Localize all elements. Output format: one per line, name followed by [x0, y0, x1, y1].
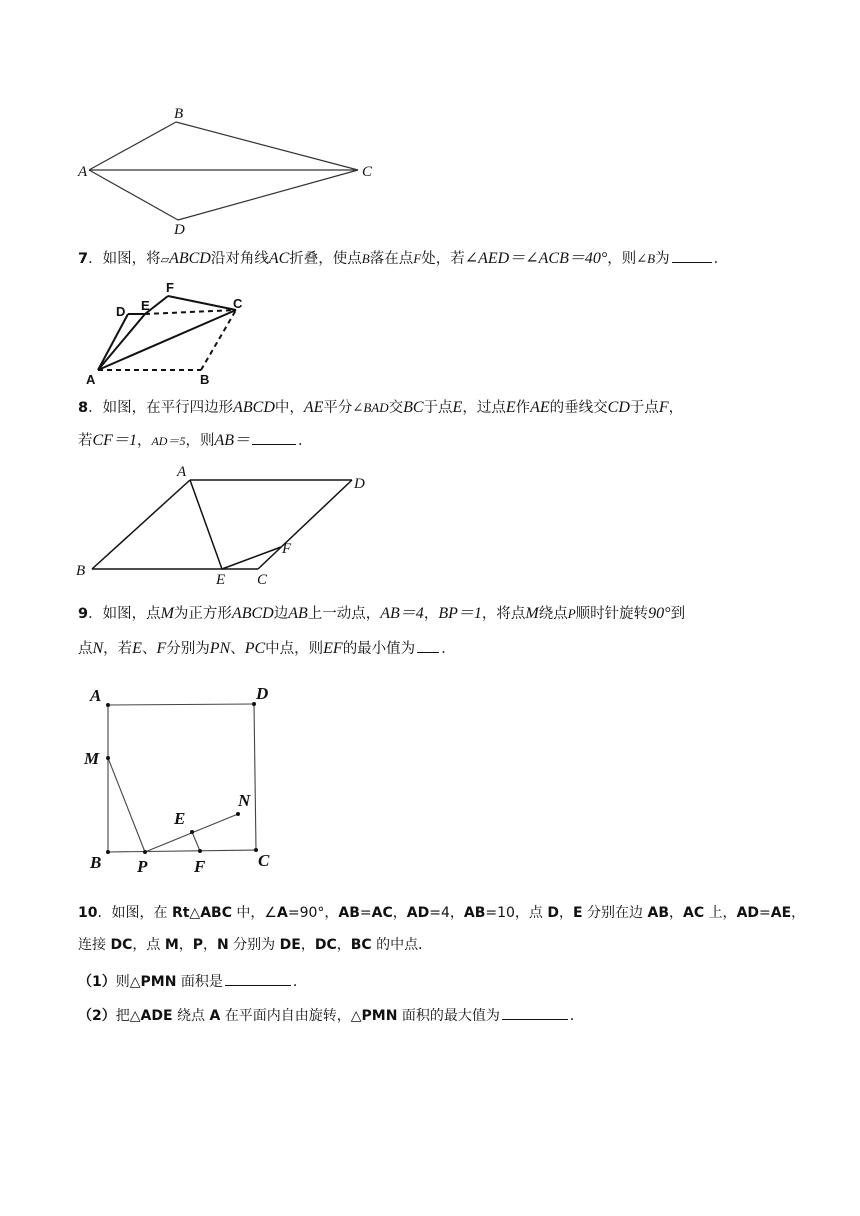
q7-math: ∠B [636, 251, 656, 266]
q8-text: 中， [274, 400, 304, 416]
fold-diagram [78, 280, 278, 390]
q10-text: 分别为 [228, 937, 280, 953]
q9-text: 绕点 [538, 606, 568, 622]
q9-text: 的最小值为 [342, 641, 416, 657]
q9-math: 90° [648, 605, 671, 622]
q8-text: 若 [78, 433, 93, 449]
label-b: B [90, 853, 102, 872]
label-f: F [282, 541, 292, 557]
q10-math: Rt [171, 905, 190, 921]
question-9 [78, 604, 798, 624]
answer-blank [225, 971, 291, 986]
q10-text: 绕点 [172, 1008, 210, 1024]
q10-text: ， [559, 905, 573, 921]
q8-math: AD＝5 [151, 434, 186, 448]
q9-text: 上一动点， [307, 606, 381, 622]
figure-kite-abcd [78, 100, 398, 240]
parallelogram-diagram [72, 460, 382, 590]
q10-text: △ [189, 905, 201, 921]
q10-math: DE [279, 937, 301, 953]
q7-text: ．如图，将 [88, 251, 161, 267]
q8-math: ∠BAD [352, 400, 389, 415]
q10-text: = [359, 905, 372, 921]
q8-text: ，过点 [462, 400, 506, 416]
q9-math: PN [209, 640, 231, 657]
q9-text: 、 [141, 641, 157, 657]
q8-math: E [505, 399, 516, 416]
q10-text: ， [392, 905, 407, 921]
q8-text: ， [668, 400, 684, 416]
q8-text: ． [298, 433, 313, 449]
q8-text: ， [136, 433, 152, 449]
q10-math: AD [406, 905, 430, 921]
label-a: A [86, 372, 96, 387]
question-number: 9 [78, 606, 89, 622]
q10-sub-number: （2） [78, 1008, 116, 1024]
question-8 [78, 398, 798, 418]
label-a: A [177, 464, 187, 480]
q10-math: E [573, 905, 583, 921]
question-number: 8 [78, 400, 89, 416]
label-d: D [174, 222, 185, 238]
q8-text: 于点 [629, 400, 659, 416]
q10-text: 上， [704, 905, 737, 921]
q10-math: AC [683, 905, 705, 921]
q10-text: = [759, 905, 771, 921]
q9-math: AB＝4 [380, 605, 424, 622]
q10-text: 中，∠ [231, 905, 277, 921]
q8-text: ．如图，在平行四边形 [88, 400, 234, 416]
q10-text: ， [178, 937, 193, 953]
q10-text: ，点 [132, 937, 165, 953]
square-diagram [80, 680, 290, 880]
q10-text: =90°， [287, 905, 339, 921]
q8-math: CF＝1 [92, 432, 137, 449]
q7-text: 为 [655, 251, 670, 267]
q9-math: M [160, 605, 174, 622]
label-b: B [174, 106, 184, 122]
q8-math: CD [607, 399, 630, 416]
q10-math: AD [736, 905, 760, 921]
label-e: E [174, 809, 186, 828]
q10-math: PMN [140, 974, 177, 990]
q7-text: 落在点 [369, 251, 414, 267]
q9-math: ABCD [231, 605, 274, 622]
q10-math: M [164, 937, 179, 953]
q10-text: 面积是 [176, 974, 223, 990]
q9-text: 到 [670, 606, 686, 622]
q10-math: A [277, 905, 288, 921]
q9-math: E [132, 640, 142, 657]
q10-text: 分别在边 [582, 905, 648, 921]
question-number: 10 [78, 905, 98, 921]
q7-text: ，则 [607, 251, 637, 267]
q9-text: 分别为 [166, 641, 210, 657]
q8-math: E [452, 399, 463, 416]
q9-text: 边 [273, 606, 289, 622]
q9-text: 顺时针旋转 [575, 606, 649, 622]
q7-text: 处，若 [421, 251, 465, 267]
q7-text: 折叠，使点 [289, 251, 362, 267]
q7-text: 沿对角线 [210, 251, 269, 267]
q9-text: ，将点 [481, 606, 526, 622]
q8-text: 于点 [423, 400, 453, 416]
q10-math: AB [463, 905, 486, 921]
question-number: 7 [78, 251, 89, 267]
label-d: D [354, 476, 365, 492]
q7-math: AC [268, 250, 290, 267]
q8-text: 交 [388, 400, 404, 416]
q8-text: 平分 [323, 400, 353, 416]
q9-text: ．如图，点 [88, 606, 161, 622]
q10-text: =4， [429, 905, 464, 921]
q8-math: AE [530, 399, 550, 416]
label-c: C [233, 296, 243, 311]
q10-math: PMN [361, 1008, 398, 1024]
label-d: D [256, 684, 269, 703]
q10-text: ， [300, 937, 315, 953]
q8-text: 的垂线交 [549, 400, 608, 416]
q10-text: ， [336, 937, 351, 953]
q9-text: 点 [78, 641, 93, 657]
q9-text: 中点，则 [265, 641, 324, 657]
label-f: F [166, 280, 174, 295]
q7-math: B [361, 251, 370, 266]
q8-math: BC [403, 399, 424, 416]
label-e: E [141, 298, 150, 313]
figure-q9-square [80, 680, 290, 880]
q10-math: ABC [200, 905, 232, 921]
q10-math: ADE [140, 1008, 173, 1024]
label-c: C [257, 572, 268, 588]
q9-text: ． [441, 641, 456, 657]
question-10-part-2 [78, 1005, 798, 1026]
q10-math: AB [338, 905, 360, 921]
q10-math: BC [350, 937, 372, 953]
q9-math: N [92, 640, 104, 657]
q10-math: AE [770, 905, 792, 921]
kite-diagram [78, 100, 398, 240]
question-10-part-1 [78, 971, 798, 992]
q7-math: ABCD [169, 250, 211, 267]
question-10 [78, 903, 806, 923]
q10-text: ， [669, 905, 683, 921]
q8-math: ABCD [233, 399, 275, 416]
label-n: N [238, 791, 251, 810]
q9-math: PC [244, 640, 266, 657]
q9-math: M [525, 605, 539, 622]
q10-text: ． [569, 1008, 584, 1024]
q10-math: DC [314, 937, 337, 953]
q7-text: ． [713, 251, 729, 267]
q9-math: EF [323, 640, 343, 657]
label-e: E [216, 572, 226, 588]
question-7 [78, 248, 798, 270]
q7-math: ∠AED＝∠ACB＝40° [464, 250, 608, 267]
label-m: M [84, 749, 100, 768]
q10-text: =10，点 [485, 905, 548, 921]
q10-math: D [547, 905, 559, 921]
q8-math: F [658, 399, 669, 416]
q10-math: DC [110, 937, 133, 953]
answer-blank [672, 248, 712, 263]
q10-math: AB [647, 905, 669, 921]
q8-math: AE [303, 399, 324, 416]
q9-math: AB [288, 605, 308, 622]
q9-text: ， [423, 606, 439, 622]
q10-text: ， [203, 937, 218, 953]
q10-text: 的中点． [371, 937, 433, 953]
q9-text: 、 [230, 641, 245, 657]
q10-text: ．如图，在 [97, 905, 172, 921]
figure-q7-fold [78, 280, 278, 390]
label-c: C [258, 851, 270, 870]
question-8-line-2 [78, 430, 798, 451]
label-c: C [362, 164, 373, 180]
answer-blank [502, 1005, 568, 1020]
q9-text: 为正方形 [173, 606, 232, 622]
q10-math: A [209, 1008, 221, 1024]
q8-text: 作 [515, 400, 531, 416]
q10-math: N [217, 937, 229, 953]
q10-text: 在平面内自由旋转，△ [220, 1008, 362, 1024]
q8-text: ，则 [185, 433, 215, 449]
q10-sub-number: （1） [78, 974, 116, 990]
question-9-line-2 [78, 638, 798, 659]
question-10-line-2 [78, 935, 798, 955]
q10-text: 则△ [115, 974, 141, 990]
label-b: B [200, 372, 210, 387]
q9-math: F [156, 640, 167, 657]
q10-text: ． [292, 974, 307, 990]
figure-q8-parallelogram [72, 460, 382, 590]
q9-text: ，若 [103, 641, 133, 657]
q10-text: ， [791, 905, 806, 921]
q10-text: 把△ [115, 1008, 141, 1024]
label-d: D [116, 304, 126, 319]
answer-blank [417, 638, 439, 653]
q10-math: P [192, 937, 204, 953]
label-b: B [76, 563, 86, 579]
q10-math: AC [371, 905, 393, 921]
label-f: F [194, 857, 206, 876]
label-p: P [137, 857, 148, 876]
parallelogram-symbol: ▱ [160, 253, 170, 266]
q7-math: F [413, 251, 422, 266]
label-a: A [90, 686, 102, 705]
q9-math: BP＝1 [438, 605, 482, 622]
q9-math: P [567, 606, 576, 621]
answer-blank [252, 430, 296, 445]
q8-math: AB＝ [214, 432, 251, 449]
q10-text: 连接 [78, 937, 111, 953]
label-a: A [78, 164, 88, 180]
q10-text: 面积的最大值为 [397, 1008, 500, 1024]
